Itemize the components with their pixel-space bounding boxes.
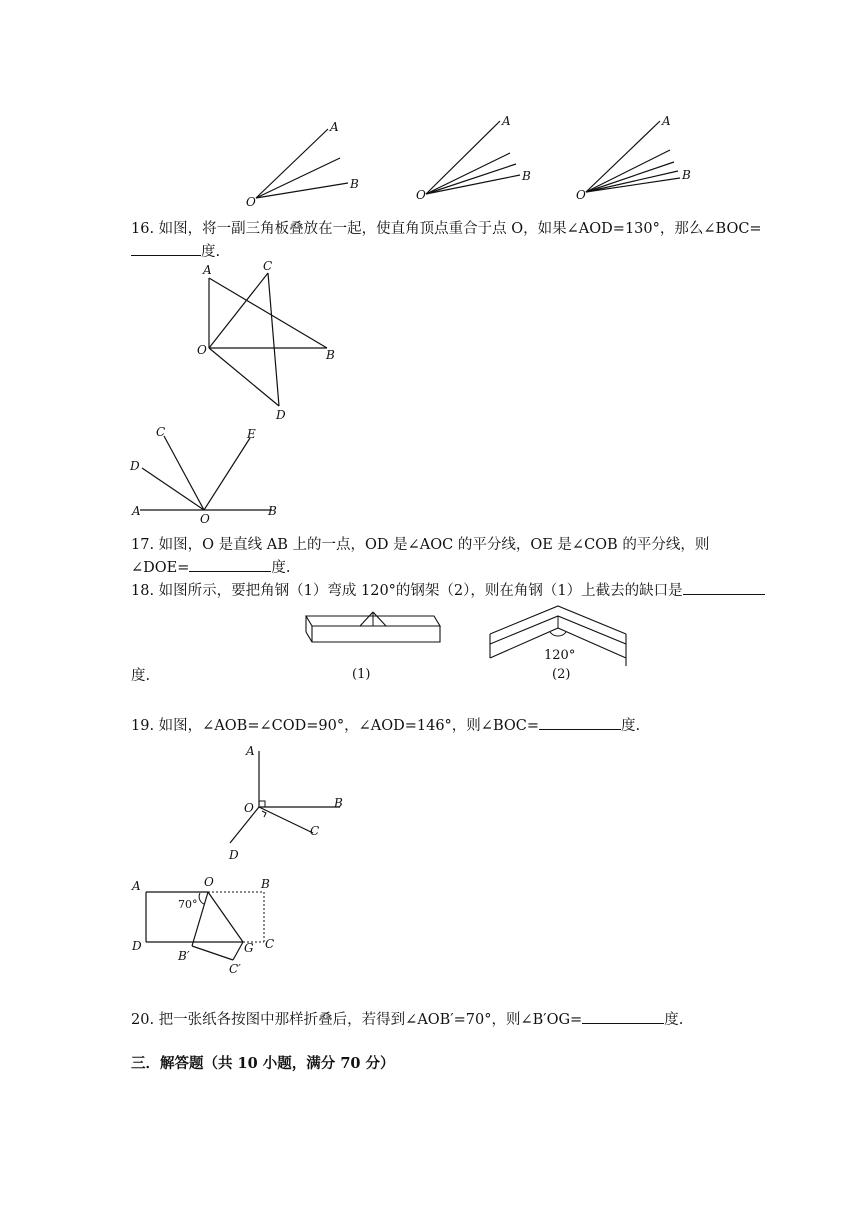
answer-blank <box>131 241 201 256</box>
q19-angle-figure <box>222 745 362 865</box>
label-o: O <box>246 195 256 209</box>
label-d: D <box>130 459 140 473</box>
question-16-line1 <box>131 219 762 239</box>
label-o: O <box>244 801 254 815</box>
question-19-text: 19. 如图，∠AOB=∠COD=90°，∠AOD=146°，则∠BOC= <box>131 718 540 734</box>
answer-blank <box>582 1009 664 1024</box>
q18-angle-steel-figure <box>300 604 640 686</box>
q15-figure-1 <box>240 115 370 210</box>
q20-fold-figure <box>128 872 288 982</box>
label-o: O <box>416 188 426 202</box>
question-17-text: 17. 如图，O 是直线 AB 上的一点，OD 是∠AOC 的平分线，OE 是∠COB 的平分线，则 <box>131 537 710 553</box>
question-17-prefix: ∠DOE= <box>131 560 190 576</box>
question-16-text: 16. 如图，将一副三角板叠放在一起，使直角顶点重合于点 O，如果∠AOD=130°，那么∠BOC= <box>131 221 762 237</box>
section-heading-text: 三．解答题（共 10 小题，满分 70 分） <box>131 1055 395 1072</box>
label-a: A <box>132 504 141 518</box>
label-d: D <box>276 408 286 422</box>
label-b: B <box>326 348 335 362</box>
section-heading <box>131 1054 395 1074</box>
label-a: A <box>502 114 511 128</box>
q16-triangle-figure <box>195 258 345 423</box>
question-18-line2 <box>131 666 150 686</box>
label-a: A <box>132 879 141 893</box>
label-b: B <box>261 877 270 891</box>
question-20-line <box>131 1009 683 1030</box>
question-18-text: 18. 如图所示，要把角钢（1）弯成 120°的钢架（2），则在角钢（1）上截去的缺口是 <box>131 583 683 599</box>
label-o: O <box>576 188 586 202</box>
label-a: A <box>203 263 212 277</box>
caption-1: (1) <box>352 667 371 682</box>
q17-angle-figure <box>128 424 288 526</box>
answer-blank <box>539 715 621 730</box>
label-b: B <box>350 177 359 191</box>
answer-blank <box>683 580 765 595</box>
label-c: C <box>156 425 166 439</box>
label-b: B <box>522 169 531 183</box>
label-b: B <box>334 796 343 810</box>
label-d: D <box>132 939 142 953</box>
label-d: D <box>229 848 239 862</box>
label-c: C <box>265 937 275 951</box>
q15-figure-2 <box>410 113 540 208</box>
label-a: A <box>330 120 339 134</box>
label-b: B <box>268 504 277 518</box>
label-c-prime: C′ <box>229 962 241 976</box>
label-e: E <box>247 427 256 441</box>
unit-text: 度. <box>664 1012 684 1028</box>
label-b: B <box>682 168 691 182</box>
q15-figure-3 <box>570 113 700 208</box>
unit-text: 度. <box>201 244 221 260</box>
label-a: A <box>662 114 671 128</box>
label-g: G <box>244 941 254 955</box>
angle-label: 120° <box>544 648 576 663</box>
angle-label: 70° <box>178 898 198 911</box>
unit-text: 度. <box>621 718 641 734</box>
label-b-prime: B′ <box>178 949 190 963</box>
question-18-line1 <box>131 580 765 601</box>
question-20-text: 20. 把一张纸各按图中那样折叠后，若得到∠AOB′=70°，则∠B′OG= <box>131 1012 583 1028</box>
caption-2: (2) <box>552 667 571 682</box>
label-a: A <box>246 744 255 758</box>
label-o: O <box>204 875 214 889</box>
answer-blank <box>189 557 271 572</box>
label-o: O <box>200 512 210 526</box>
label-c: C <box>310 824 320 838</box>
question-19-line <box>131 715 640 736</box>
unit-text: 度. <box>131 668 151 684</box>
unit-text: 度. <box>271 560 291 576</box>
question-17-line1 <box>131 535 709 555</box>
label-o: O <box>197 343 207 357</box>
question-17-line2 <box>131 557 291 578</box>
label-c: C <box>263 259 273 273</box>
